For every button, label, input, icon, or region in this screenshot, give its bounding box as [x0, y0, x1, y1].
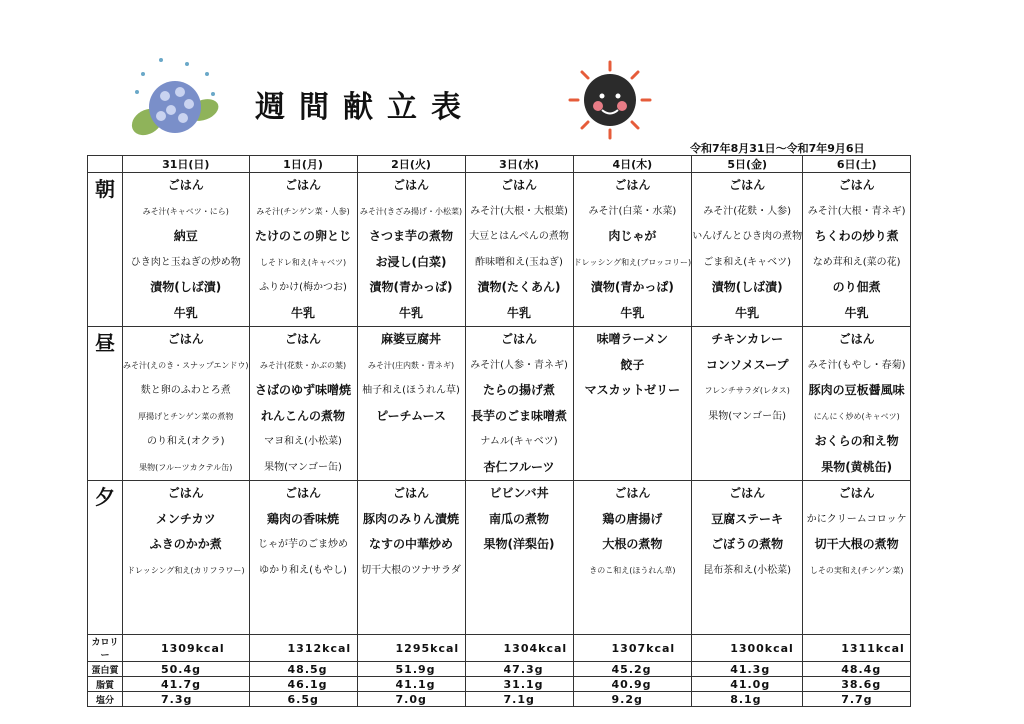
- dish-item: ごはん: [729, 178, 766, 192]
- dish-item: チキンカレー: [711, 332, 784, 346]
- nutrition-value: 1309kcal: [123, 635, 250, 662]
- nutrition-value: 1307kcal: [573, 635, 692, 662]
- nutrition-value: 1311kcal: [803, 635, 911, 662]
- dish-item: [574, 455, 692, 481]
- nutrition-row: [88, 635, 911, 662]
- dish-item: みそ汁(きざみ揚げ・小松菜): [359, 206, 463, 216]
- menu-cell: [692, 481, 803, 635]
- menu-cell: [803, 173, 911, 327]
- corner-cell: [88, 156, 123, 173]
- meal-row: [88, 481, 911, 635]
- dish-item: 酢味噌和え(玉ねぎ): [475, 256, 563, 268]
- dish-item: 杏仁フルーツ: [483, 459, 555, 474]
- dish-item: ごま和え(キャベツ): [703, 256, 792, 268]
- dish-item: 味噌ラーメン: [596, 332, 669, 346]
- menu-cell: [803, 481, 911, 635]
- dish-item: さばのゆず味噌焼: [255, 383, 352, 397]
- dish-item: 牛乳: [507, 305, 532, 320]
- dish-item: みそ汁(もやし・春菊): [807, 359, 906, 371]
- dish-item: 豚肉のみりん漬焼: [363, 511, 460, 526]
- dish-item: 豆腐ステーキ: [711, 511, 784, 526]
- nutrition-value: 7.7g: [803, 692, 911, 707]
- dish-item: 納豆: [173, 229, 198, 243]
- date-range: 令和7年8月31日～令和7年9月6日: [690, 142, 865, 155]
- dish-item: ごはん: [838, 332, 875, 346]
- menu-cell: [357, 173, 465, 327]
- dish-item: 漬物(青かっぱ): [590, 280, 674, 294]
- sun-icon: [560, 60, 660, 140]
- dish-item: のり佃煮: [832, 280, 881, 294]
- menu-cell: [249, 173, 357, 327]
- dish-item: 切干大根の煮物: [814, 537, 899, 551]
- dish-item: ごはん: [167, 178, 204, 192]
- nutrition-value: 7.0g: [357, 692, 465, 707]
- menu-cell: [465, 327, 573, 481]
- menu-cell: [573, 327, 692, 481]
- dish-item: 漬物(青かっぱ): [369, 280, 453, 294]
- day-header-row: [88, 156, 911, 173]
- nutrition-value: 48.5g: [249, 662, 357, 677]
- menu-table: [87, 155, 911, 707]
- dish-item: 漬物(たくあん): [477, 280, 561, 294]
- dish-item: ふきのかか煮: [149, 537, 222, 551]
- menu-cell: [123, 173, 250, 327]
- day-header: 1日(月): [249, 156, 357, 173]
- dish-item: 長芋のごま味噌煮: [471, 408, 568, 423]
- dish-item: [574, 404, 692, 430]
- menu-cell: [465, 481, 573, 635]
- meal-label: 昼: [88, 327, 123, 481]
- dish-item: ドレッシング和え(カリフラワー): [126, 565, 245, 575]
- dish-item: マスカットゼリー: [584, 383, 681, 397]
- menu-cell: [123, 327, 250, 481]
- nutrition-value: 7.3g: [123, 692, 250, 707]
- nutrition-value: 1304kcal: [465, 635, 573, 662]
- dish-item: ごはん: [614, 178, 651, 192]
- dish-item: ごぼうの煮物: [711, 537, 784, 551]
- dish-item: マヨ和え(小松菜): [264, 436, 342, 447]
- dish-item: みそ汁(花麩・人参): [703, 205, 792, 217]
- dish-item: [358, 429, 465, 455]
- dish-item: のり和え(オクラ): [146, 436, 225, 447]
- dish-item: 牛乳: [844, 305, 869, 320]
- nutrition-value: 41.0g: [692, 677, 803, 692]
- menu-cell: [357, 481, 465, 635]
- nutrition-label: カロリー: [88, 635, 123, 662]
- nutrition-value: 47.3g: [465, 662, 573, 677]
- dish-item: にんにく炒め(キャベツ): [813, 411, 900, 421]
- menu-cell: [465, 173, 573, 327]
- dish-item: ごはん: [614, 486, 651, 500]
- page-title: 週間献立表: [255, 90, 475, 125]
- nutrition-value: 6.5g: [249, 692, 357, 707]
- dish-item: 麩と卵のふわとろ煮: [140, 385, 231, 396]
- dish-item: 牛乳: [173, 305, 198, 320]
- dish-item: 果物(マンゴー缶): [708, 410, 787, 422]
- dish-item: 牛乳: [735, 305, 760, 320]
- nutrition-value: 1300kcal: [692, 635, 803, 662]
- dish-item: ふりかけ(梅かつお): [259, 282, 347, 293]
- dish-item: 鶏肉の香味焼: [267, 511, 340, 526]
- dish-item: みそ汁(えのき・スナップエンドウ): [123, 360, 249, 370]
- menu-cell: [692, 173, 803, 327]
- day-header: 3日(水): [465, 156, 573, 173]
- dish-item: コンソメスープ: [705, 357, 789, 372]
- day-header: 31日(日): [123, 156, 250, 173]
- dish-item: ごはん: [393, 486, 430, 500]
- dish-item: 南瓜の煮物: [489, 511, 550, 526]
- dish-item: ピーチムース: [376, 408, 446, 423]
- nutrition-value: 46.1g: [249, 677, 357, 692]
- menu-cell: [573, 173, 692, 327]
- dish-item: いんげんとひき肉の煮物: [692, 231, 803, 242]
- menu-cell: [573, 481, 692, 635]
- dish-item: しそドレ和え(キャベツ): [259, 257, 347, 267]
- nutrition-value: 50.4g: [123, 662, 250, 677]
- dish-item: れんこんの煮物: [261, 408, 346, 423]
- dish-item: じゃが芋のごま炒め: [258, 539, 349, 550]
- dish-item: 大根の煮物: [602, 537, 663, 551]
- nutrition-label: 蛋白質: [88, 662, 123, 677]
- menu-cell: [803, 327, 911, 481]
- dish-item: かにクリームコロッケ: [806, 513, 907, 525]
- dish-item: ごはん: [285, 178, 322, 192]
- dish-item: 牛乳: [620, 305, 645, 320]
- dish-item: 柚子和え(ほうれん草): [362, 385, 460, 396]
- dish-item: ちくわの炒り煮: [814, 229, 899, 243]
- dish-item: [574, 429, 692, 455]
- dish-item: みそ汁(大根・大根葉): [470, 205, 568, 217]
- dish-item: メンチカツ: [155, 511, 216, 526]
- dish-item: ごはん: [501, 332, 538, 346]
- dish-item: 漬物(しば漬): [150, 280, 222, 294]
- menu-cell: [692, 327, 803, 481]
- dish-item: 鶏の唐揚げ: [602, 511, 663, 526]
- dish-item: しその実和え(チンゲン菜): [809, 565, 904, 575]
- dish-item: 厚揚げとチンゲン菜の煮物: [138, 411, 234, 421]
- dish-item: みそ汁(花麩・かぶの葉): [259, 360, 347, 370]
- dish-item: お浸し(白菜): [375, 254, 447, 269]
- dish-item: ナムル(キャベツ): [480, 436, 558, 447]
- nutrition-value: 31.1g: [465, 677, 573, 692]
- dish-item: ドレッシング和え(ブロッコリー): [573, 257, 692, 267]
- dish-item: 昆布茶和え(小松菜): [703, 564, 792, 576]
- dish-item: ひき肉と玉ねぎの炒め物: [130, 256, 241, 268]
- dish-item: フレンチサラダ(レタス): [704, 386, 790, 395]
- day-header: 4日(木): [573, 156, 692, 173]
- dish-item: 果物(フルーツカクテル缶): [139, 462, 233, 472]
- meal-row: [88, 327, 911, 481]
- dish-item: ごはん: [167, 332, 204, 346]
- dish-item: 餃子: [620, 357, 645, 372]
- dish-item: 牛乳: [399, 305, 424, 320]
- dish-item: 牛乳: [291, 305, 316, 320]
- dish-item: きのこ和え(ほうれん草): [589, 565, 676, 575]
- dish-item: たらの揚げ煮: [483, 383, 556, 397]
- dish-item: ごはん: [285, 486, 322, 500]
- dish-item: ゆかり和え(もやし): [259, 564, 347, 576]
- dish-item: なめ茸和え(菜の花): [812, 256, 901, 268]
- menu-cell: [123, 481, 250, 635]
- menu-cell: [357, 327, 465, 481]
- dish-item: 切干大根のツナサラダ: [361, 564, 461, 576]
- nutrition-row: [88, 662, 911, 677]
- dish-item: ごはん: [285, 332, 322, 346]
- day-header: 5日(金): [692, 156, 803, 173]
- dish-item: [692, 429, 802, 455]
- dish-item: 大豆とはんぺんの煮物: [469, 231, 569, 242]
- dish-item: 麻婆豆腐丼: [381, 332, 442, 346]
- dish-item: ごはん: [393, 178, 430, 192]
- nutrition-row: [88, 692, 911, 707]
- dish-item: みそ汁(庄内麩・青ネギ): [367, 360, 455, 370]
- nutrition-value: 48.4g: [803, 662, 911, 677]
- dish-item: 果物(黄桃缶): [821, 459, 893, 474]
- nutrition-value: 38.6g: [803, 677, 911, 692]
- day-header: 2日(火): [357, 156, 465, 173]
- nutrition-value: 7.1g: [465, 692, 573, 707]
- dish-item: 漬物(しば漬): [711, 280, 783, 294]
- day-header: 6日(土): [803, 156, 911, 173]
- nutrition-value: 1312kcal: [249, 635, 357, 662]
- meal-label: 夕: [88, 481, 123, 635]
- dish-item: ごはん: [501, 178, 538, 192]
- menu-cell: [249, 481, 357, 635]
- nutrition-label: 塩分: [88, 692, 123, 707]
- dish-item: みそ汁(大根・青ネギ): [807, 205, 906, 217]
- dish-item: ごはん: [167, 486, 204, 500]
- dish-item: みそ汁(チンゲン菜・人参): [256, 206, 350, 216]
- nutrition-value: 51.9g: [357, 662, 465, 677]
- dish-item: ごはん: [838, 486, 875, 500]
- dish-item: 豚肉の豆板醤風味: [808, 383, 905, 397]
- nutrition-row: [88, 677, 911, 692]
- dish-item: 肉じゃが: [608, 229, 657, 243]
- menu-cell: [249, 327, 357, 481]
- nutrition-value: 41.7g: [123, 677, 250, 692]
- nutrition-value: 41.1g: [357, 677, 465, 692]
- dish-item: たけのこの卵とじ: [255, 229, 352, 243]
- dish-item: [692, 455, 802, 481]
- dish-item: みそ汁(人参・青ネギ): [470, 359, 568, 371]
- meal-label: 朝: [88, 173, 123, 327]
- dish-item: 果物(洋梨缶): [483, 537, 555, 551]
- dish-item: [466, 558, 573, 584]
- dish-item: なすの中華炒め: [369, 537, 454, 551]
- dish-item: みそ汁(キャベツ・にら): [142, 206, 229, 216]
- nutrition-value: 8.1g: [692, 692, 803, 707]
- nutrition-value: 41.3g: [692, 662, 803, 677]
- nutrition-label: 脂質: [88, 677, 123, 692]
- dish-item: ごはん: [729, 486, 766, 500]
- nutrition-value: 1295kcal: [357, 635, 465, 662]
- dish-item: 果物(マンゴー缶): [264, 461, 342, 473]
- dish-item: さつま芋の煮物: [369, 229, 454, 243]
- dish-item: ごはん: [838, 178, 875, 192]
- nutrition-value: 45.2g: [573, 662, 692, 677]
- nutrition-value: 40.9g: [573, 677, 692, 692]
- dish-item: [358, 455, 465, 481]
- nutrition-value: 9.2g: [573, 692, 692, 707]
- meal-row: [88, 173, 911, 327]
- hydrangea-rain-icon: [125, 52, 225, 147]
- dish-item: ビビンバ丼: [489, 486, 549, 500]
- dish-item: おくらの和え物: [814, 434, 899, 448]
- dish-item: みそ汁(白菜・水菜): [588, 205, 677, 217]
